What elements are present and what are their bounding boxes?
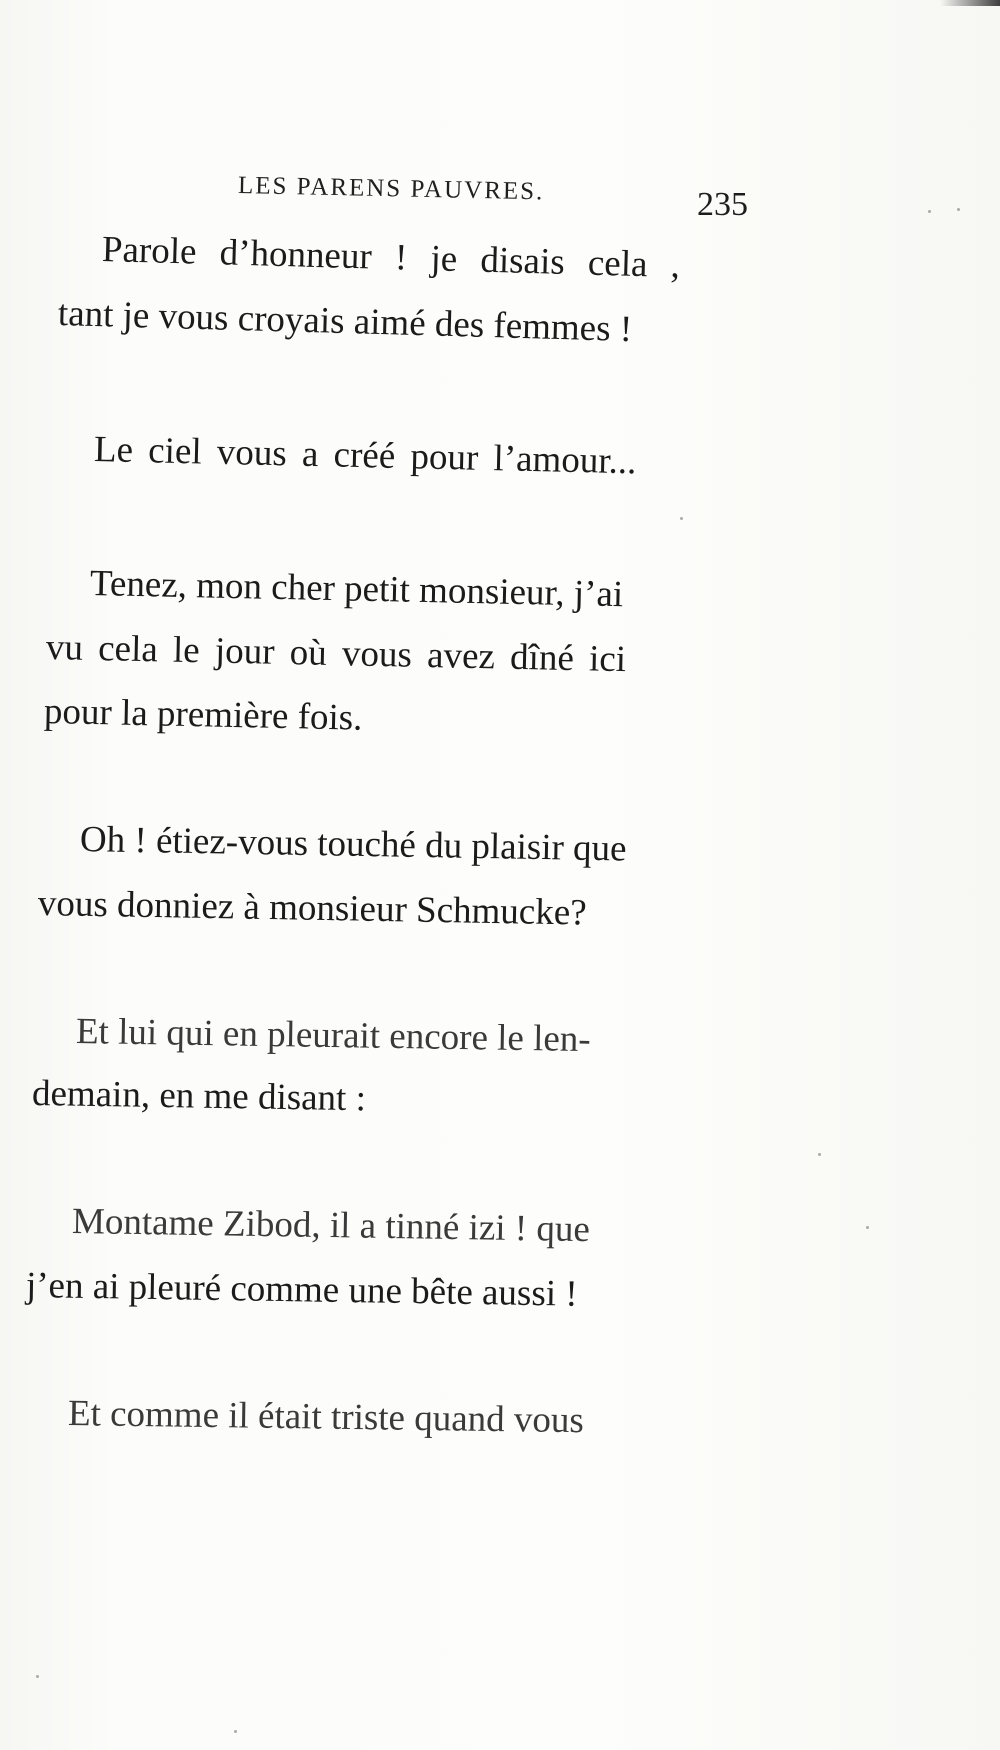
text-line: Montame Zibod, il a tinné izi ! que	[71, 1201, 591, 1251]
text-line: vu cela le jour où vous avez dîné ici	[45, 627, 627, 681]
paper-speck	[957, 208, 960, 211]
text-line: demain, en me disant :	[31, 1073, 367, 1120]
paper-speck	[928, 210, 931, 213]
paper-speck	[36, 1675, 39, 1678]
paper-speck	[680, 517, 683, 520]
text-line: Oh ! étiez-vous touché du plaisir que	[79, 819, 627, 870]
text-line: Le ciel vous a créé pour l’amour...	[93, 429, 637, 483]
text-line: Et lui qui en pleurait encore le len-	[75, 1011, 591, 1061]
paper-speck	[818, 1153, 821, 1156]
page-header	[0, 172, 1000, 223]
text-line: vous donniez à monsieur Schmucke?	[37, 883, 587, 934]
running-title: LES PARENS PAUVRES.	[237, 172, 545, 206]
paper-speck	[866, 1226, 869, 1229]
paper-speck	[234, 1730, 237, 1733]
page-number: 235	[697, 186, 748, 223]
text-line: pour la première fois.	[43, 691, 363, 739]
text-line: tant je vous croyais aimé des femmes !	[57, 293, 633, 351]
text-line: Tenez, mon cher petit monsieur, j’ai	[89, 563, 624, 616]
text-line: Parole d’honneur ! je disais cela ,	[101, 229, 681, 287]
page-edge-shadow	[940, 0, 1000, 6]
text-line: j’en ai pleuré comme une bête aussi !	[25, 1265, 578, 1315]
text-line: Et comme il était triste quand vous	[67, 1393, 585, 1442]
